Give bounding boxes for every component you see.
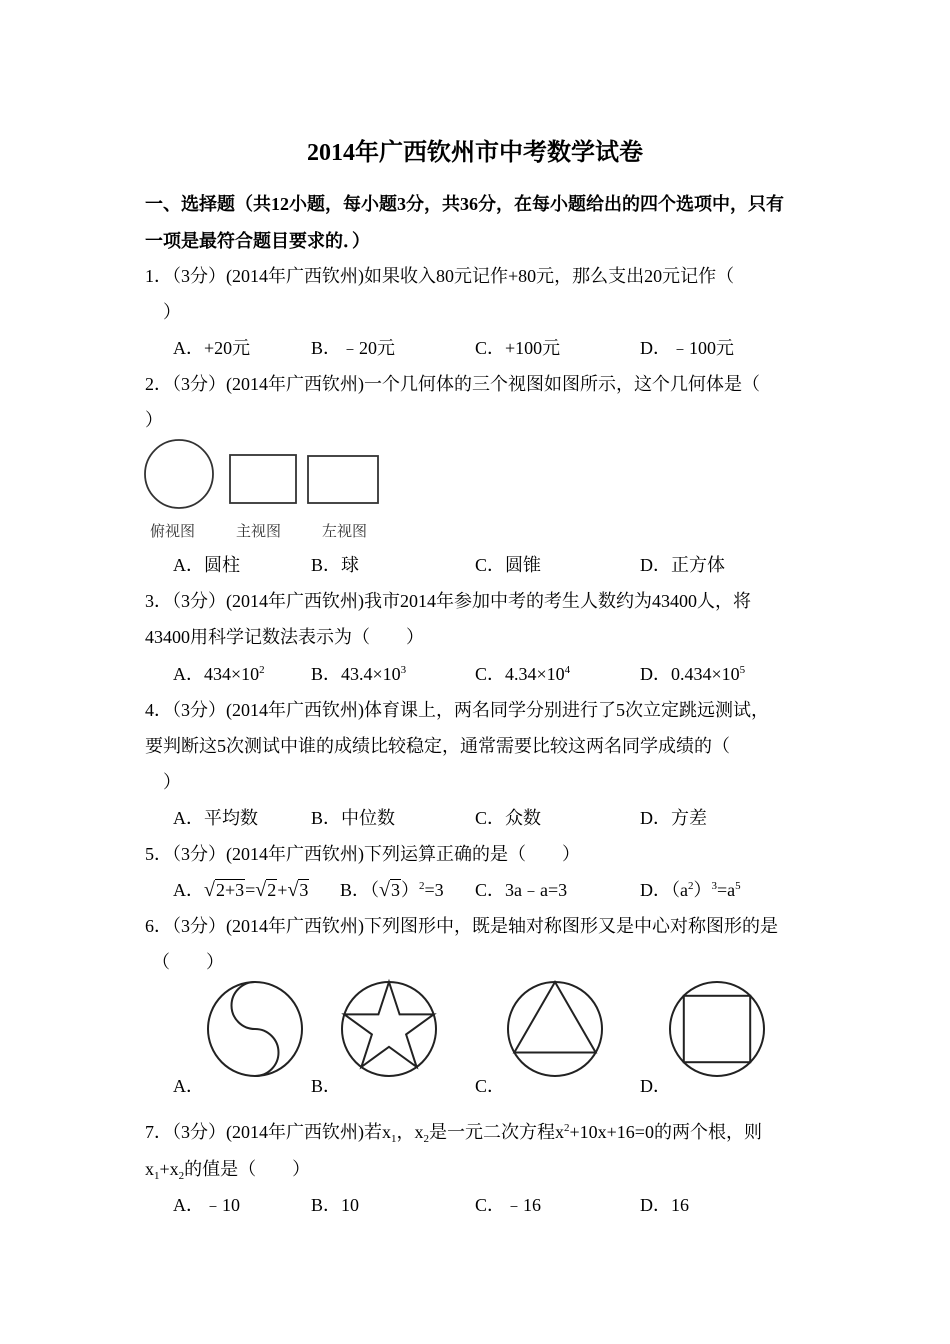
q3-option-a[interactable] — [173, 660, 265, 686]
q5-d-close: ） — [693, 880, 712, 900]
q6-stem-line1: 6．（3分）(2014年广西钦州)下列图形中，既是轴对称图形又是中心对称图形的是 — [145, 916, 778, 936]
q5-a-radicand-2: 2 — [267, 880, 277, 900]
q6-figure-a-yinyang — [206, 980, 306, 1080]
q7-l2-part-a: x — [145, 1159, 154, 1179]
q5-b-radicand: 3 — [391, 880, 400, 900]
q5-b-radical: √3 — [379, 879, 400, 901]
q6-option-c[interactable]: C． — [475, 1076, 506, 1096]
q4-option-b[interactable]: B．中位数 — [311, 808, 396, 828]
q1-stem-line2: ） — [163, 302, 181, 322]
q2-stem-line2: ） — [145, 410, 163, 430]
section-heading-line1: 一、选择题（共12小题，每小题3分，共36分，在每小题给出的四个选项中，只有 — [145, 194, 784, 214]
q7-l2-sub-2: 2 — [178, 1170, 185, 1182]
q5-d-exponent-1: 2 — [688, 880, 694, 892]
side-view-label: 左视图 — [322, 522, 368, 540]
q7-l1-power: 2 — [564, 1122, 570, 1134]
section-heading-line2: 一项是最符合题目要求的．） — [145, 231, 370, 251]
q7-l1-part-c: 是一元二次方程x — [429, 1122, 564, 1142]
q3-b-exponent: 3 — [400, 664, 407, 676]
q5-a-radicand-3: 3 — [299, 880, 309, 900]
q1-option-a[interactable]: A．+20元 — [173, 338, 251, 358]
q4-option-c[interactable]: C．众数 — [475, 808, 542, 828]
q6-option-b[interactable]: B． — [311, 1076, 342, 1096]
q4-stem-line1: 4．（3分）(2014年广西钦州)体育课上，两名同学分别进行了5次立定跳远测试， — [145, 700, 769, 720]
q6-stem-line2: （ ） — [152, 952, 224, 972]
q7-l1-part-d: +10x+16=0的两个根，则 — [569, 1122, 762, 1142]
q5-a-radical-3: √3 — [287, 879, 309, 901]
q2-option-a[interactable]: A．圆柱 — [173, 555, 240, 575]
q2-stem-line1: 2．（3分）(2014年广西钦州)一个几何体的三个视图如图所示，这个几何体是（ — [145, 374, 760, 394]
q3-d-base: D．0.434×10 — [640, 664, 740, 684]
q1-stem-line1: 1．（3分）(2014年广西钦州)如果收入80元记作+80元，那么支出20元记作（ — [145, 266, 735, 286]
q3-option-b[interactable] — [311, 660, 406, 686]
q7-option-b[interactable]: B．10 — [311, 1195, 360, 1215]
q5-b-close: ） — [401, 880, 419, 900]
q5-b-label: B．（ — [340, 880, 380, 900]
q7-l1-part-a: 7．（3分）(2014年广西钦州)若x — [145, 1122, 391, 1142]
q7-stem-line2 — [145, 1155, 310, 1181]
q5-d-exponent-2: 3 — [711, 880, 717, 892]
q5-a-equals: = — [245, 880, 256, 900]
q5-b-exponent: 2 — [419, 880, 425, 892]
q5-a-label: A． — [173, 880, 204, 900]
q5-option-d[interactable] — [640, 876, 741, 902]
q7-option-a[interactable]: A．﹣10 — [173, 1195, 240, 1215]
q7-option-c[interactable]: C．﹣16 — [475, 1195, 542, 1215]
q7-l2-part-c: 的值是（ ） — [184, 1159, 311, 1179]
q5-stem: 5．（3分）(2014年广西钦州)下列运算正确的是（ ） — [145, 844, 580, 864]
q5-d-label: D．（a — [640, 880, 688, 900]
q3-d-exponent: 5 — [739, 664, 746, 676]
q5-a-radical-1: √2+3 — [204, 879, 245, 901]
q6-figure-d-square — [667, 980, 767, 1080]
q7-option-d[interactable]: D．16 — [640, 1195, 689, 1215]
q6-option-a[interactable]: A． — [173, 1076, 204, 1096]
q3-option-c[interactable] — [475, 660, 570, 686]
q5-option-a[interactable] — [173, 876, 309, 902]
q1-option-d[interactable]: D．﹣100元 — [640, 338, 734, 358]
side-view-rect — [308, 456, 378, 503]
q4-option-a[interactable]: A．平均数 — [173, 808, 258, 828]
q7-l1-part-b: ，x — [396, 1122, 424, 1142]
q7-l2-part-b: +x — [159, 1159, 179, 1179]
q5-a-plus: + — [277, 880, 288, 900]
q3-b-base: B．43.4×10 — [311, 664, 401, 684]
q7-l1-sub-2: 2 — [423, 1133, 429, 1145]
q3-option-d[interactable] — [640, 660, 745, 686]
page-title: 2014年广西钦州市中考数学试卷 — [307, 140, 643, 166]
q5-option-b[interactable] — [340, 876, 444, 902]
q7-stem-line1 — [145, 1118, 762, 1144]
front-view-rect — [230, 455, 296, 503]
q7-l2-sub-1: 1 — [154, 1170, 160, 1182]
q1-option-c[interactable]: C．+100元 — [475, 338, 561, 358]
q2-option-b[interactable]: B．球 — [311, 555, 360, 575]
q2-three-views-figure — [140, 438, 390, 516]
q7-l1-sub-1: 1 — [391, 1133, 397, 1145]
top-view-circle — [145, 440, 213, 508]
q6-figure-b-star — [341, 980, 441, 1080]
q5-a-radicand-1: 2+3 — [215, 880, 245, 900]
q5-d-equals: =a — [717, 880, 736, 900]
q3-stem-line1: 3．（3分）(2014年广西钦州)我市2014年参加中考的考生人数约为43400人，将 — [145, 591, 751, 611]
q3-c-exponent: 4 — [564, 664, 571, 676]
q3-a-base: A．434×10 — [173, 664, 260, 684]
q4-option-d[interactable]: D．方差 — [640, 808, 707, 828]
q5-b-result: =3 — [424, 880, 444, 900]
q5-d-exponent-3: 5 — [735, 880, 741, 892]
q3-c-base: C．4.34×10 — [475, 664, 565, 684]
q6-option-d[interactable]: D． — [640, 1076, 671, 1096]
q6-figure-c-triangle — [505, 980, 605, 1080]
q3-a-exponent: 2 — [259, 664, 265, 676]
q3-stem-line2: 43400用科学记数法表示为（ ） — [145, 627, 424, 647]
front-view-label: 主视图 — [236, 522, 282, 540]
q2-option-c[interactable]: C．圆锥 — [475, 555, 542, 575]
q5-option-c[interactable]: C．3a﹣a=3 — [475, 880, 568, 900]
q2-option-d[interactable]: D．正方体 — [640, 555, 725, 575]
q4-stem-line2: 要判断这5次测试中谁的成绩比较稳定，通常需要比较这两名同学成绩的（ — [145, 736, 730, 756]
top-view-label: 俯视图 — [150, 522, 196, 540]
q1-option-b[interactable]: B．﹣20元 — [311, 338, 396, 358]
q5-a-radical-2: √2 — [255, 879, 277, 901]
q4-stem-line3: ） — [163, 772, 181, 792]
